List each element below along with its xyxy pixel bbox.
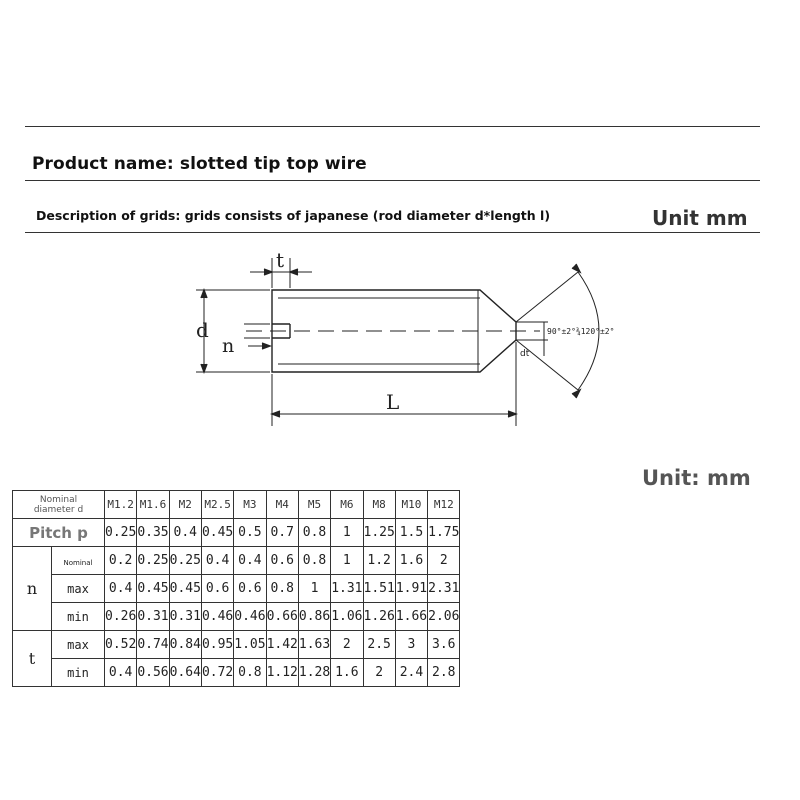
t-min-cell: 0.4 — [105, 659, 137, 687]
n-min-cell: 0.46 — [234, 603, 266, 631]
corner-label-nominal: Nominal — [39, 494, 78, 505]
unit-label-header: Unit mm — [652, 206, 748, 230]
n-max-cell: 0.45 — [137, 575, 169, 603]
n-min-cell: 0.26 — [105, 603, 137, 631]
row-n-nominal — [13, 547, 460, 575]
pitch-cell: 0.8 — [298, 519, 330, 547]
nominal-label-cell — [52, 547, 105, 575]
row-n-max — [13, 575, 460, 603]
t-max-cell: 3 — [395, 631, 427, 659]
pitch-cell: 0.45 — [201, 519, 233, 547]
corner-label-diameter: diameter d — [33, 504, 84, 515]
n-min-cell: 2.06 — [428, 603, 460, 631]
dimension-table — [12, 490, 460, 687]
n-max-cell: 0.45 — [169, 575, 201, 603]
n-max-cell: 1.91 — [395, 575, 427, 603]
n-nominal-cell: 0.4 — [201, 547, 233, 575]
pitch-cell: 0.35 — [137, 519, 169, 547]
n-min-cell: 0.46 — [201, 603, 233, 631]
t-min-cell: 0.56 — [137, 659, 169, 687]
n-max-cell: 1.31 — [331, 575, 363, 603]
product-title: Product name: slotted tip top wire — [32, 154, 367, 174]
size-cell: M6 — [331, 491, 363, 519]
grid-description: Description of grids: grids consists of japanese (rod diameter d*length l) — [36, 208, 551, 223]
t-max-cell: 1.42 — [266, 631, 298, 659]
pitch-cell: 0.4 — [169, 519, 201, 547]
n-nominal-cell: 0.25 — [169, 547, 201, 575]
n-max-cell: 0.8 — [266, 575, 298, 603]
pitch-label-cell — [13, 519, 105, 547]
n-nominal-cell: 0.6 — [266, 547, 298, 575]
t-max-cell: 0.95 — [201, 631, 233, 659]
label-d: d — [196, 318, 209, 342]
pitch-label: Pitch p — [29, 523, 88, 542]
n-min-cell: 1.66 — [395, 603, 427, 631]
n-min-cell: 0.66 — [266, 603, 298, 631]
n-min-cell: 0.31 — [137, 603, 169, 631]
pitch-cell: 0.25 — [105, 519, 137, 547]
pitch-cell: 1.25 — [363, 519, 395, 547]
pitch-cell: 1.75 — [428, 519, 460, 547]
n-nominal-cell: 1.2 — [363, 547, 395, 575]
angle-label: 90°±2°¾120°±2° — [547, 327, 615, 336]
size-cell: M8 — [363, 491, 395, 519]
t-min-cell: 2 — [363, 659, 395, 687]
n-max-cell: 1.51 — [363, 575, 395, 603]
n-max-cell: 0.6 — [201, 575, 233, 603]
t-min-cell: 1.28 — [298, 659, 330, 687]
t-min-cell: 0.64 — [169, 659, 201, 687]
n-min-cell: 0.31 — [169, 603, 201, 631]
t-max-cell: 0.84 — [169, 631, 201, 659]
corner-cell — [13, 491, 105, 519]
n-nominal-cell: 2 — [428, 547, 460, 575]
label-dt: dt — [520, 349, 530, 359]
t-max-cell: 0.52 — [105, 631, 137, 659]
row-sizes — [13, 491, 460, 519]
group-n: n — [13, 547, 52, 631]
size-cell: M3 — [234, 491, 266, 519]
t-min-cell: 0.72 — [201, 659, 233, 687]
n-nominal-cell: 0.8 — [298, 547, 330, 575]
row-t-max — [13, 631, 460, 659]
n-nominal-cell: 0.25 — [137, 547, 169, 575]
t-max-cell: 2 — [331, 631, 363, 659]
unit-label-table: Unit: mm — [642, 466, 751, 490]
row-pitch — [13, 519, 460, 547]
t-min-cell: 0.8 — [234, 659, 266, 687]
t-min-label: min — [52, 659, 105, 687]
size-cell: M1.2 — [105, 491, 137, 519]
pitch-cell: 1.5 — [395, 519, 427, 547]
size-cell: M4 — [266, 491, 298, 519]
size-cell: M12 — [428, 491, 460, 519]
t-min-cell: 2.8 — [428, 659, 460, 687]
size-cell: M10 — [395, 491, 427, 519]
row-t-min — [13, 659, 460, 687]
t-max-cell: 1.63 — [298, 631, 330, 659]
pitch-cell: 0.7 — [266, 519, 298, 547]
t-min-cell: 2.4 — [395, 659, 427, 687]
n-max-cell: 0.6 — [234, 575, 266, 603]
label-L: L — [386, 390, 400, 414]
n-nominal-cell: 0.2 — [105, 547, 137, 575]
pitch-cell: 1 — [331, 519, 363, 547]
n-min-cell: 0.86 — [298, 603, 330, 631]
t-max-cell: 2.5 — [363, 631, 395, 659]
t-max-cell: 3.6 — [428, 631, 460, 659]
size-cell: M2.5 — [201, 491, 233, 519]
n-nominal-cell: 1 — [331, 547, 363, 575]
t-min-cell: 1.6 — [331, 659, 363, 687]
size-cell: M2 — [169, 491, 201, 519]
n-max-cell: 2.31 — [428, 575, 460, 603]
n-nominal-cell: 0.4 — [234, 547, 266, 575]
label-t: t — [276, 248, 285, 272]
n-min-cell: 1.26 — [363, 603, 395, 631]
t-max-cell: 1.05 — [234, 631, 266, 659]
size-cell: M1.6 — [137, 491, 169, 519]
n-max-cell: 0.4 — [105, 575, 137, 603]
pitch-cell: 0.5 — [234, 519, 266, 547]
row-n-min — [13, 603, 460, 631]
t-max-label: max — [52, 631, 105, 659]
t-min-cell: 1.12 — [266, 659, 298, 687]
nominal-label: Nominal — [63, 558, 93, 567]
n-min-label: min — [52, 603, 105, 631]
n-min-cell: 1.06 — [331, 603, 363, 631]
n-max-cell: 1 — [298, 575, 330, 603]
label-n: n — [222, 335, 235, 357]
t-max-cell: 0.74 — [137, 631, 169, 659]
size-cell: M5 — [298, 491, 330, 519]
n-nominal-cell: 1.6 — [395, 547, 427, 575]
group-t: t — [13, 631, 52, 687]
n-max-label: max — [52, 575, 105, 603]
